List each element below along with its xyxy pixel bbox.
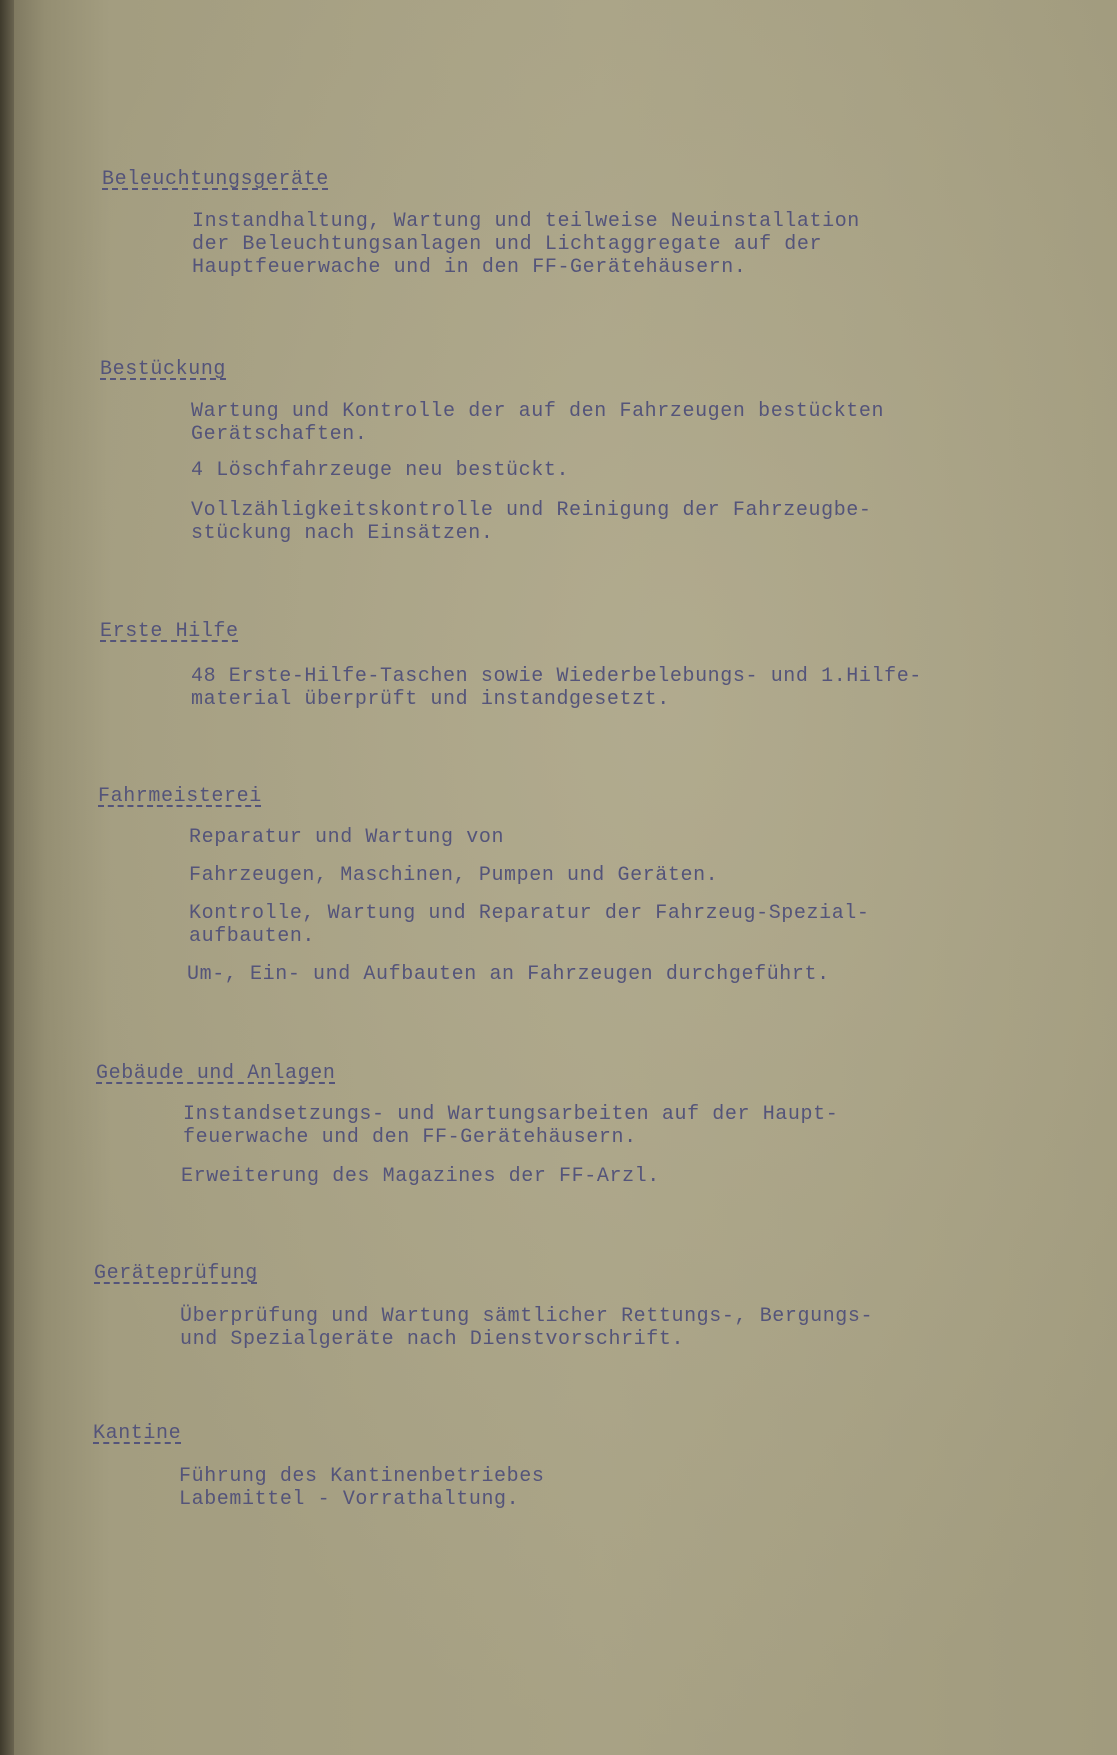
section-heading: Gebäude und Anlagen [96, 1062, 336, 1085]
paragraph-text: Fahrzeugen, Maschinen, Pumpen und Geräten. [189, 864, 719, 887]
section-paragraph [189, 826, 504, 849]
section-paragraph [181, 1165, 660, 1188]
section-heading: Beleuchtungsgeräte [102, 168, 329, 191]
paragraph-text: Instandsetzungs- und Wartungsarbeiten auf der Haupt- feuerwache und den FF-Gerätehäusern. [183, 1103, 839, 1149]
section-heading: Bestückung [100, 358, 227, 381]
paragraph-text: Erweiterung des Magazines der FF-Arzl. [181, 1165, 660, 1188]
section-paragraph [180, 1305, 873, 1351]
section-paragraph [189, 902, 870, 948]
section-paragraph [192, 210, 860, 279]
paragraph-text: 48 Erste-Hilfe-Taschen sowie Wiederbelebungs- und 1.Hilfe- material überprüft und instandgesetzt. [191, 665, 922, 711]
paragraph-text: Kontrolle, Wartung und Reparatur der Fahrzeug-Spezial- aufbauten. [189, 902, 870, 948]
section-paragraph [191, 499, 872, 545]
section-paragraph [183, 1103, 838, 1149]
section-paragraph [191, 459, 569, 482]
section-paragraph [191, 665, 922, 711]
section-heading: Erste Hilfe [100, 620, 239, 643]
paragraph-text: Führung des Kantinenbetriebes Labemittel - Vorrathaltung. [179, 1465, 545, 1511]
paragraph-text: Instandhaltung, Wartung und teilweise Neuinstallation der Beleuchtungsanlagen und Lichtaggregate auf der Hauptfeuerwache und in den FF-Gerätehäusern. [192, 210, 860, 279]
section-paragraph [179, 1465, 544, 1511]
section-heading: Fahrmeisterei [98, 785, 262, 808]
section-paragraph [191, 400, 884, 446]
paragraph-text: Um-, Ein- und Aufbauten an Fahrzeugen durchgeführt. [187, 963, 830, 986]
section-paragraph [187, 963, 830, 986]
paragraph-text: Reparatur und Wartung von [189, 826, 505, 849]
section-paragraph [189, 864, 718, 887]
paragraph-text: Wartung und Kontrolle der auf den Fahrzeugen bestückten Gerätschaften. [191, 400, 885, 446]
paragraph-text: Überprüfung und Wartung sämtlicher Rettungs-, Bergungs- und Spezialgeräte nach Dienstvorschrift. [180, 1305, 874, 1351]
section-heading: Geräteprüfung [94, 1262, 258, 1285]
paragraph-text: 4 Löschfahrzeuge neu bestückt. [191, 459, 570, 482]
section-heading: Kantine [93, 1422, 182, 1445]
paragraph-text: Vollzähligkeitskontrolle und Reinigung der Fahrzeugbe- stückung nach Einsätzen. [191, 499, 872, 545]
